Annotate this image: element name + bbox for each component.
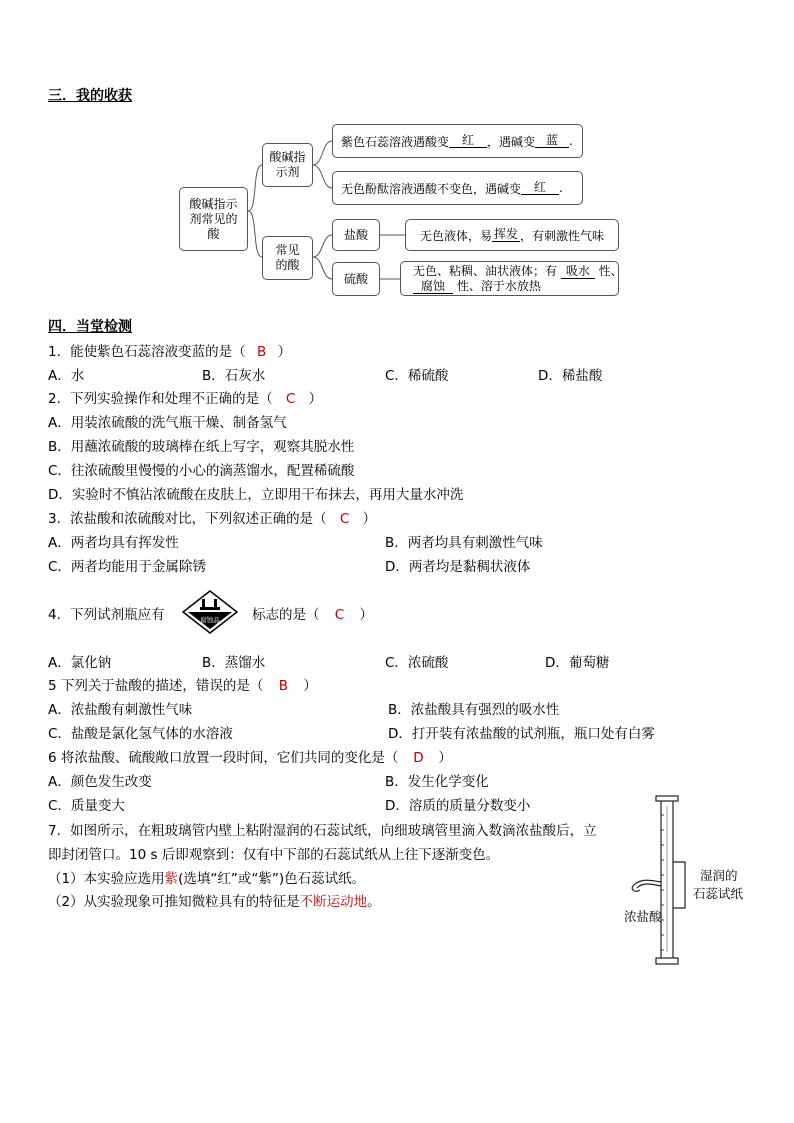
q7-part1-answer: 紫 xyxy=(164,871,179,887)
q2-option-d: D．实验时不慎沾浓硫酸在皮肤上，立即用干布抹去，再用大量水冲洗 xyxy=(48,487,464,503)
node-common-acids: 常见的酸 xyxy=(262,236,313,280)
q5-option-c: C．盐酸是氯化氢气体的水溶液 xyxy=(48,726,233,742)
label-litmus-paper-2: 石蕊试纸 xyxy=(693,886,744,901)
q6-answer: D xyxy=(413,750,424,766)
q6-option-b: B．发生化学变化 xyxy=(385,774,489,790)
q3-option-a: A．两者均具有挥发性 xyxy=(48,535,179,551)
q5-option-b: B．浓盐酸具有强烈的吸水性 xyxy=(388,702,560,718)
q3-option-d: D．两者均是黏稠状液体 xyxy=(385,559,531,575)
section4-title: 四．当堂检测 xyxy=(48,319,132,335)
mindmap-root: 酸碱指示剂常见的酸 xyxy=(179,187,248,251)
q5-option-a: A．浓盐酸有刺激性气味 xyxy=(48,702,193,718)
node-hcl-desc: 无色液体，易 挥发 ，有刺激性气味 xyxy=(405,219,619,251)
q2-option-c: C．往浓硫酸里慢慢的小心的滴蒸馏水，配置稀硫酸 xyxy=(48,463,355,479)
q1-option-a: A．水 xyxy=(48,368,85,384)
q7-line2: 即封闭管口。10 s 后即观察到：仅有中下部的石蕊试纸从上往下逐渐变色。 xyxy=(48,847,500,863)
q3-stem: 3．浓盐酸和浓硫酸对比，下列叙述正确的是（ C ） xyxy=(48,511,377,527)
corrosive-sign-label: 腐蚀品 xyxy=(200,616,220,624)
q1-option-b: B．石灰水 xyxy=(202,368,266,384)
q4-answer: C xyxy=(334,607,345,623)
node-litmus: 紫色石蕊溶液遇酸变 红 ，遇碱变 蓝 . xyxy=(332,124,583,158)
q4-option-d: D．葡萄糖 xyxy=(545,655,610,671)
q5-stem: 5 下列关于盐酸的描述，错误的是（ B ） xyxy=(48,678,317,694)
node-phenolphthalein: 无色酚酞溶液遇酸不变色，遇碱变 红 . xyxy=(332,171,583,205)
q1-answer: B xyxy=(256,344,267,360)
section3-title: 三．我的收获 xyxy=(48,88,132,104)
q2-stem: 2．下列实验操作和处理不正确的是（ C ） xyxy=(48,391,323,407)
q7-part2-answer: 不断运动地 xyxy=(299,894,368,910)
q4-option-b: B．蒸馏水 xyxy=(202,655,266,671)
node-h2so4: 硫酸 xyxy=(332,262,380,296)
q7-line1: 7．如图所示，在粗玻璃管内壁上粘附湿润的石蕊试纸，向细玻璃管里滴入数滴浓盐酸后，立 xyxy=(48,823,597,839)
q1-option-c: C．稀硫酸 xyxy=(385,368,449,384)
q7-part1: （1）本实验应选用紫(选填“红”或“紫”)色石蕊试纸。 xyxy=(48,871,366,887)
blank-litmus-acid: 红 xyxy=(449,134,487,148)
q3-answer: C xyxy=(339,511,350,527)
q4-option-c: C．浓硫酸 xyxy=(385,655,449,671)
label-conc-hcl: 浓盐酸 xyxy=(624,909,662,924)
q6-option-a: A．颜色发生改变 xyxy=(48,774,152,790)
q2-option-b: B．用蘸浓硫酸的玻璃棒在纸上写字，观察其脱水性 xyxy=(48,439,355,455)
node-h2so4-desc: 无色、粘稠、油状液体；有 吸水 性、 腐蚀 性、溶于水放热 xyxy=(400,261,619,296)
q1-option-d: D．稀盐酸 xyxy=(538,368,603,384)
blank-phenol-base: 红 xyxy=(521,181,559,195)
q5-option-d: D．打开装有浓盐酸的试剂瓶，瓶口处有白雾 xyxy=(388,726,655,742)
blank-h2so4-absorb: 吸水 xyxy=(561,265,595,279)
q6-option-c: C．质量变大 xyxy=(48,798,125,814)
label-litmus-paper-1: 湿润的 xyxy=(700,868,738,883)
q2-answer: C xyxy=(285,391,296,407)
q4-option-a: A．氯化钠 xyxy=(48,655,112,671)
q2-option-a: A．用装浓硫酸的洗气瓶干燥、制备氢气 xyxy=(48,415,287,431)
node-hcl: 盐酸 xyxy=(332,219,380,251)
q7-part2: （2）从实验现象可推知微粒具有的特征是不断运动地。 xyxy=(48,894,381,910)
q6-stem: 6 将浓盐酸、硫酸敞口放置一段时间，它们共同的变化是（ D ） xyxy=(48,750,452,766)
blank-h2so4-corrosive: 腐蚀 xyxy=(413,280,453,294)
q3-option-b: B．两者均具有刺激性气味 xyxy=(385,535,543,551)
q1-stem: 1．能使紫色石蕊溶液变蓝的是（ B ） xyxy=(48,344,292,360)
node-indicator: 酸碱指示剂 xyxy=(262,143,313,187)
blank-litmus-base: 蓝 xyxy=(535,134,569,148)
q6-option-d: D．溶质的质量分数变小 xyxy=(385,798,531,814)
q3-option-c: C．两者均能用于金属除锈 xyxy=(48,559,206,575)
q5-answer: B xyxy=(278,678,289,694)
blank-hcl-volatile: 挥发 xyxy=(494,227,519,241)
q4-stem-post: 标志的是（ C ） xyxy=(252,607,373,623)
q4-stem-pre: 4．下列试剂瓶应有 xyxy=(48,607,165,623)
